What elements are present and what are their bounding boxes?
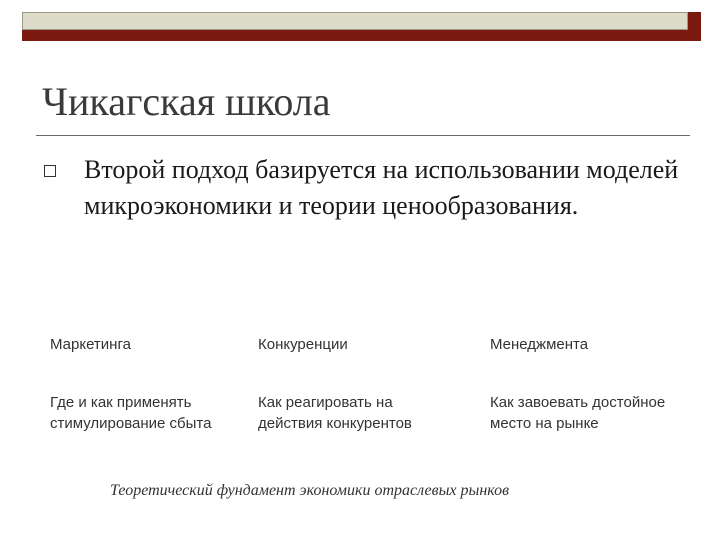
grid-header-competition: Конкуренции (258, 336, 348, 353)
corner-accent (688, 12, 701, 41)
grid-desc-competition-line1: Как реагировать на (258, 394, 393, 411)
slide-caption: Теоретический фундамент экономики отраслевых рынков (110, 482, 510, 499)
grid-header-management: Менеджмента (490, 336, 589, 353)
square-bullet-icon (44, 165, 56, 177)
grid-desc-management-line2: место на рынке (490, 415, 599, 432)
header-band-dark (22, 30, 688, 41)
grid-desc-competition-line2: действия конкурентов (258, 415, 412, 432)
grid-header-marketing: Маркетинга (50, 336, 131, 353)
grid-desc-marketing-line1: Где и как применять (50, 394, 192, 411)
grid-desc-marketing-line2: стимулирование сбыта (50, 415, 212, 432)
title-divider (36, 135, 690, 136)
grid-desc-management-line1: Как завоевать достойное (490, 394, 666, 411)
slide-title: Чикагская школа (42, 79, 331, 124)
header-band-light (22, 12, 688, 30)
bullet-text: Второй подход базируется на использовании моделей микроэкономики и теории ценообразования. (84, 155, 679, 220)
